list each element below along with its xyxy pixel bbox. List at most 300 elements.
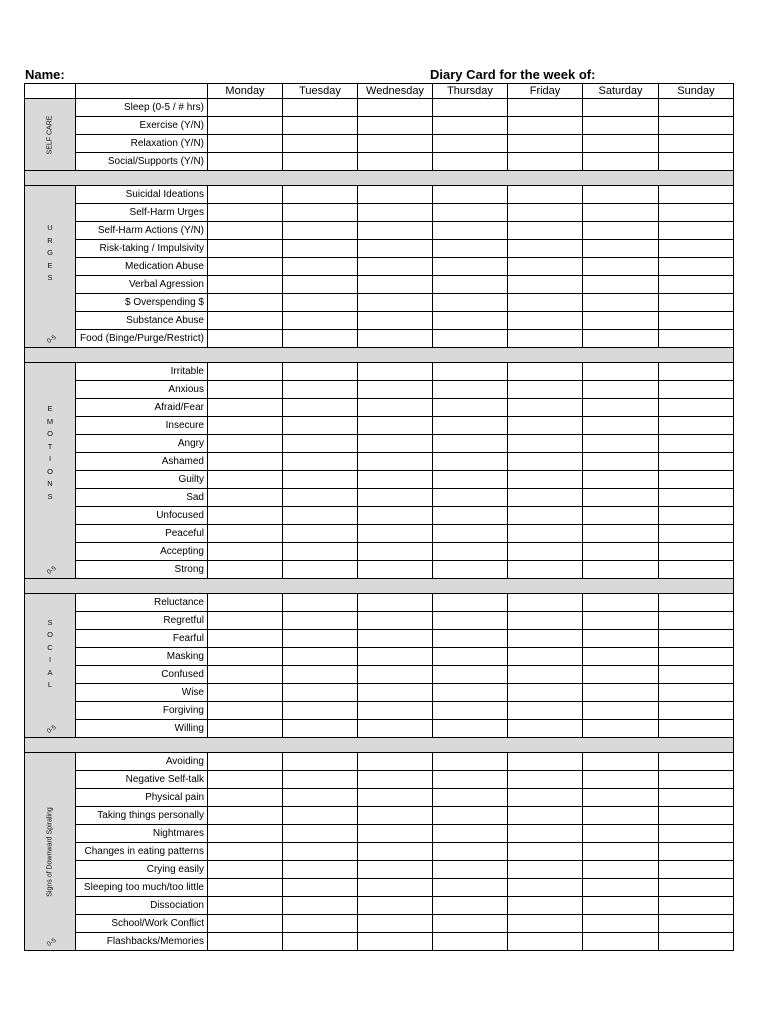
entry-cell-friday[interactable] xyxy=(508,381,583,399)
entry-cell-monday[interactable] xyxy=(208,612,283,630)
entry-cell-saturday[interactable] xyxy=(583,915,659,933)
entry-cell-saturday[interactable] xyxy=(583,381,659,399)
entry-cell-sunday[interactable] xyxy=(659,435,734,453)
entry-cell-saturday[interactable] xyxy=(583,561,659,579)
entry-cell-friday[interactable] xyxy=(508,204,583,222)
entry-cell-wednesday[interactable] xyxy=(358,330,433,348)
entry-cell-tuesday[interactable] xyxy=(283,771,358,789)
entry-cell-monday[interactable] xyxy=(208,240,283,258)
entry-cell-tuesday[interactable] xyxy=(283,363,358,381)
entry-cell-saturday[interactable] xyxy=(583,825,659,843)
entry-cell-saturday[interactable] xyxy=(583,276,659,294)
entry-cell-thursday[interactable] xyxy=(433,684,508,702)
entry-cell-monday[interactable] xyxy=(208,204,283,222)
entry-cell-tuesday[interactable] xyxy=(283,825,358,843)
entry-cell-saturday[interactable] xyxy=(583,312,659,330)
entry-cell-wednesday[interactable] xyxy=(358,489,433,507)
entry-cell-thursday[interactable] xyxy=(433,843,508,861)
entry-cell-tuesday[interactable] xyxy=(283,561,358,579)
entry-cell-thursday[interactable] xyxy=(433,720,508,738)
entry-cell-friday[interactable] xyxy=(508,135,583,153)
entry-cell-thursday[interactable] xyxy=(433,276,508,294)
entry-cell-monday[interactable] xyxy=(208,897,283,915)
entry-cell-monday[interactable] xyxy=(208,720,283,738)
entry-cell-sunday[interactable] xyxy=(659,666,734,684)
entry-cell-sunday[interactable] xyxy=(659,630,734,648)
entry-cell-thursday[interactable] xyxy=(433,453,508,471)
entry-cell-sunday[interactable] xyxy=(659,186,734,204)
entry-cell-thursday[interactable] xyxy=(433,489,508,507)
entry-cell-sunday[interactable] xyxy=(659,543,734,561)
entry-cell-thursday[interactable] xyxy=(433,222,508,240)
entry-cell-tuesday[interactable] xyxy=(283,861,358,879)
entry-cell-thursday[interactable] xyxy=(433,702,508,720)
entry-cell-sunday[interactable] xyxy=(659,363,734,381)
entry-cell-tuesday[interactable] xyxy=(283,381,358,399)
entry-cell-tuesday[interactable] xyxy=(283,489,358,507)
entry-cell-monday[interactable] xyxy=(208,630,283,648)
entry-cell-wednesday[interactable] xyxy=(358,933,433,951)
entry-cell-saturday[interactable] xyxy=(583,720,659,738)
entry-cell-friday[interactable] xyxy=(508,861,583,879)
entry-cell-friday[interactable] xyxy=(508,330,583,348)
entry-cell-saturday[interactable] xyxy=(583,666,659,684)
entry-cell-thursday[interactable] xyxy=(433,312,508,330)
entry-cell-thursday[interactable] xyxy=(433,825,508,843)
entry-cell-thursday[interactable] xyxy=(433,471,508,489)
entry-cell-thursday[interactable] xyxy=(433,594,508,612)
entry-cell-saturday[interactable] xyxy=(583,258,659,276)
entry-cell-sunday[interactable] xyxy=(659,471,734,489)
entry-cell-friday[interactable] xyxy=(508,702,583,720)
entry-cell-saturday[interactable] xyxy=(583,543,659,561)
entry-cell-thursday[interactable] xyxy=(433,99,508,117)
entry-cell-thursday[interactable] xyxy=(433,507,508,525)
entry-cell-tuesday[interactable] xyxy=(283,933,358,951)
entry-cell-tuesday[interactable] xyxy=(283,648,358,666)
entry-cell-saturday[interactable] xyxy=(583,861,659,879)
entry-cell-saturday[interactable] xyxy=(583,897,659,915)
entry-cell-thursday[interactable] xyxy=(433,648,508,666)
entry-cell-friday[interactable] xyxy=(508,294,583,312)
entry-cell-thursday[interactable] xyxy=(433,240,508,258)
entry-cell-tuesday[interactable] xyxy=(283,915,358,933)
entry-cell-wednesday[interactable] xyxy=(358,312,433,330)
entry-cell-sunday[interactable] xyxy=(659,561,734,579)
entry-cell-tuesday[interactable] xyxy=(283,453,358,471)
entry-cell-thursday[interactable] xyxy=(433,630,508,648)
entry-cell-thursday[interactable] xyxy=(433,915,508,933)
entry-cell-wednesday[interactable] xyxy=(358,753,433,771)
entry-cell-wednesday[interactable] xyxy=(358,435,433,453)
entry-cell-saturday[interactable] xyxy=(583,612,659,630)
entry-cell-saturday[interactable] xyxy=(583,702,659,720)
entry-cell-friday[interactable] xyxy=(508,753,583,771)
entry-cell-saturday[interactable] xyxy=(583,117,659,135)
entry-cell-sunday[interactable] xyxy=(659,897,734,915)
entry-cell-friday[interactable] xyxy=(508,666,583,684)
entry-cell-friday[interactable] xyxy=(508,933,583,951)
entry-cell-tuesday[interactable] xyxy=(283,240,358,258)
entry-cell-tuesday[interactable] xyxy=(283,117,358,135)
entry-cell-sunday[interactable] xyxy=(659,153,734,171)
entry-cell-thursday[interactable] xyxy=(433,258,508,276)
entry-cell-friday[interactable] xyxy=(508,594,583,612)
entry-cell-monday[interactable] xyxy=(208,861,283,879)
entry-cell-saturday[interactable] xyxy=(583,294,659,312)
entry-cell-wednesday[interactable] xyxy=(358,507,433,525)
entry-cell-tuesday[interactable] xyxy=(283,666,358,684)
entry-cell-saturday[interactable] xyxy=(583,525,659,543)
entry-cell-friday[interactable] xyxy=(508,789,583,807)
entry-cell-thursday[interactable] xyxy=(433,363,508,381)
entry-cell-wednesday[interactable] xyxy=(358,381,433,399)
entry-cell-wednesday[interactable] xyxy=(358,135,433,153)
entry-cell-friday[interactable] xyxy=(508,630,583,648)
entry-cell-sunday[interactable] xyxy=(659,753,734,771)
entry-cell-tuesday[interactable] xyxy=(283,399,358,417)
entry-cell-tuesday[interactable] xyxy=(283,99,358,117)
entry-cell-thursday[interactable] xyxy=(433,117,508,135)
entry-cell-saturday[interactable] xyxy=(583,204,659,222)
entry-cell-wednesday[interactable] xyxy=(358,648,433,666)
entry-cell-friday[interactable] xyxy=(508,507,583,525)
entry-cell-friday[interactable] xyxy=(508,561,583,579)
entry-cell-thursday[interactable] xyxy=(433,525,508,543)
entry-cell-monday[interactable] xyxy=(208,666,283,684)
entry-cell-friday[interactable] xyxy=(508,258,583,276)
entry-cell-monday[interactable] xyxy=(208,435,283,453)
entry-cell-wednesday[interactable] xyxy=(358,666,433,684)
entry-cell-monday[interactable] xyxy=(208,117,283,135)
entry-cell-friday[interactable] xyxy=(508,240,583,258)
entry-cell-saturday[interactable] xyxy=(583,186,659,204)
entry-cell-saturday[interactable] xyxy=(583,753,659,771)
entry-cell-thursday[interactable] xyxy=(433,897,508,915)
entry-cell-tuesday[interactable] xyxy=(283,258,358,276)
entry-cell-saturday[interactable] xyxy=(583,363,659,381)
entry-cell-sunday[interactable] xyxy=(659,879,734,897)
entry-cell-friday[interactable] xyxy=(508,915,583,933)
entry-cell-wednesday[interactable] xyxy=(358,843,433,861)
entry-cell-saturday[interactable] xyxy=(583,507,659,525)
entry-cell-thursday[interactable] xyxy=(433,753,508,771)
entry-cell-friday[interactable] xyxy=(508,312,583,330)
entry-cell-monday[interactable] xyxy=(208,99,283,117)
entry-cell-monday[interactable] xyxy=(208,399,283,417)
entry-cell-wednesday[interactable] xyxy=(358,186,433,204)
entry-cell-wednesday[interactable] xyxy=(358,117,433,135)
entry-cell-tuesday[interactable] xyxy=(283,276,358,294)
entry-cell-saturday[interactable] xyxy=(583,135,659,153)
entry-cell-saturday[interactable] xyxy=(583,330,659,348)
entry-cell-thursday[interactable] xyxy=(433,789,508,807)
entry-cell-monday[interactable] xyxy=(208,915,283,933)
entry-cell-saturday[interactable] xyxy=(583,471,659,489)
entry-cell-saturday[interactable] xyxy=(583,222,659,240)
entry-cell-sunday[interactable] xyxy=(659,312,734,330)
entry-cell-friday[interactable] xyxy=(508,843,583,861)
entry-cell-thursday[interactable] xyxy=(433,330,508,348)
entry-cell-tuesday[interactable] xyxy=(283,312,358,330)
entry-cell-monday[interactable] xyxy=(208,363,283,381)
entry-cell-monday[interactable] xyxy=(208,222,283,240)
entry-cell-sunday[interactable] xyxy=(659,204,734,222)
entry-cell-sunday[interactable] xyxy=(659,825,734,843)
entry-cell-saturday[interactable] xyxy=(583,417,659,435)
entry-cell-thursday[interactable] xyxy=(433,933,508,951)
entry-cell-monday[interactable] xyxy=(208,843,283,861)
entry-cell-wednesday[interactable] xyxy=(358,861,433,879)
entry-cell-saturday[interactable] xyxy=(583,453,659,471)
entry-cell-monday[interactable] xyxy=(208,594,283,612)
entry-cell-sunday[interactable] xyxy=(659,399,734,417)
entry-cell-monday[interactable] xyxy=(208,789,283,807)
entry-cell-monday[interactable] xyxy=(208,294,283,312)
entry-cell-friday[interactable] xyxy=(508,612,583,630)
entry-cell-monday[interactable] xyxy=(208,684,283,702)
entry-cell-tuesday[interactable] xyxy=(283,684,358,702)
entry-cell-friday[interactable] xyxy=(508,489,583,507)
entry-cell-monday[interactable] xyxy=(208,417,283,435)
entry-cell-sunday[interactable] xyxy=(659,99,734,117)
entry-cell-saturday[interactable] xyxy=(583,789,659,807)
entry-cell-monday[interactable] xyxy=(208,561,283,579)
entry-cell-monday[interactable] xyxy=(208,702,283,720)
entry-cell-tuesday[interactable] xyxy=(283,294,358,312)
entry-cell-wednesday[interactable] xyxy=(358,720,433,738)
entry-cell-saturday[interactable] xyxy=(583,684,659,702)
entry-cell-saturday[interactable] xyxy=(583,630,659,648)
entry-cell-wednesday[interactable] xyxy=(358,771,433,789)
entry-cell-friday[interactable] xyxy=(508,435,583,453)
entry-cell-sunday[interactable] xyxy=(659,276,734,294)
entry-cell-monday[interactable] xyxy=(208,879,283,897)
entry-cell-sunday[interactable] xyxy=(659,720,734,738)
entry-cell-friday[interactable] xyxy=(508,720,583,738)
entry-cell-sunday[interactable] xyxy=(659,843,734,861)
entry-cell-saturday[interactable] xyxy=(583,843,659,861)
entry-cell-wednesday[interactable] xyxy=(358,453,433,471)
entry-cell-wednesday[interactable] xyxy=(358,789,433,807)
entry-cell-thursday[interactable] xyxy=(433,561,508,579)
entry-cell-tuesday[interactable] xyxy=(283,204,358,222)
entry-cell-saturday[interactable] xyxy=(583,594,659,612)
entry-cell-monday[interactable] xyxy=(208,153,283,171)
entry-cell-sunday[interactable] xyxy=(659,135,734,153)
entry-cell-monday[interactable] xyxy=(208,648,283,666)
entry-cell-sunday[interactable] xyxy=(659,915,734,933)
entry-cell-sunday[interactable] xyxy=(659,294,734,312)
entry-cell-friday[interactable] xyxy=(508,897,583,915)
entry-cell-sunday[interactable] xyxy=(659,417,734,435)
entry-cell-friday[interactable] xyxy=(508,363,583,381)
entry-cell-friday[interactable] xyxy=(508,648,583,666)
entry-cell-thursday[interactable] xyxy=(433,186,508,204)
entry-cell-monday[interactable] xyxy=(208,381,283,399)
entry-cell-sunday[interactable] xyxy=(659,771,734,789)
entry-cell-monday[interactable] xyxy=(208,825,283,843)
entry-cell-monday[interactable] xyxy=(208,135,283,153)
entry-cell-friday[interactable] xyxy=(508,807,583,825)
entry-cell-monday[interactable] xyxy=(208,933,283,951)
entry-cell-wednesday[interactable] xyxy=(358,363,433,381)
entry-cell-sunday[interactable] xyxy=(659,702,734,720)
entry-cell-sunday[interactable] xyxy=(659,525,734,543)
entry-cell-tuesday[interactable] xyxy=(283,222,358,240)
entry-cell-saturday[interactable] xyxy=(583,153,659,171)
entry-cell-saturday[interactable] xyxy=(583,435,659,453)
entry-cell-friday[interactable] xyxy=(508,99,583,117)
entry-cell-saturday[interactable] xyxy=(583,240,659,258)
entry-cell-sunday[interactable] xyxy=(659,453,734,471)
entry-cell-wednesday[interactable] xyxy=(358,807,433,825)
entry-cell-tuesday[interactable] xyxy=(283,330,358,348)
entry-cell-wednesday[interactable] xyxy=(358,915,433,933)
entry-cell-monday[interactable] xyxy=(208,753,283,771)
entry-cell-monday[interactable] xyxy=(208,186,283,204)
entry-cell-wednesday[interactable] xyxy=(358,684,433,702)
entry-cell-saturday[interactable] xyxy=(583,807,659,825)
entry-cell-tuesday[interactable] xyxy=(283,843,358,861)
entry-cell-sunday[interactable] xyxy=(659,684,734,702)
entry-cell-tuesday[interactable] xyxy=(283,807,358,825)
entry-cell-saturday[interactable] xyxy=(583,771,659,789)
entry-cell-saturday[interactable] xyxy=(583,933,659,951)
entry-cell-friday[interactable] xyxy=(508,153,583,171)
entry-cell-wednesday[interactable] xyxy=(358,240,433,258)
entry-cell-friday[interactable] xyxy=(508,453,583,471)
entry-cell-tuesday[interactable] xyxy=(283,897,358,915)
entry-cell-friday[interactable] xyxy=(508,771,583,789)
entry-cell-friday[interactable] xyxy=(508,417,583,435)
entry-cell-monday[interactable] xyxy=(208,453,283,471)
entry-cell-monday[interactable] xyxy=(208,525,283,543)
entry-cell-thursday[interactable] xyxy=(433,666,508,684)
entry-cell-monday[interactable] xyxy=(208,258,283,276)
entry-cell-friday[interactable] xyxy=(508,186,583,204)
entry-cell-wednesday[interactable] xyxy=(358,294,433,312)
entry-cell-tuesday[interactable] xyxy=(283,753,358,771)
entry-cell-wednesday[interactable] xyxy=(358,417,433,435)
entry-cell-friday[interactable] xyxy=(508,222,583,240)
entry-cell-friday[interactable] xyxy=(508,684,583,702)
entry-cell-sunday[interactable] xyxy=(659,240,734,258)
entry-cell-friday[interactable] xyxy=(508,399,583,417)
entry-cell-friday[interactable] xyxy=(508,117,583,135)
entry-cell-thursday[interactable] xyxy=(433,879,508,897)
entry-cell-wednesday[interactable] xyxy=(358,561,433,579)
entry-cell-sunday[interactable] xyxy=(659,933,734,951)
entry-cell-wednesday[interactable] xyxy=(358,258,433,276)
entry-cell-wednesday[interactable] xyxy=(358,204,433,222)
entry-cell-saturday[interactable] xyxy=(583,99,659,117)
entry-cell-monday[interactable] xyxy=(208,771,283,789)
entry-cell-sunday[interactable] xyxy=(659,222,734,240)
entry-cell-saturday[interactable] xyxy=(583,648,659,666)
entry-cell-sunday[interactable] xyxy=(659,807,734,825)
entry-cell-tuesday[interactable] xyxy=(283,435,358,453)
entry-cell-sunday[interactable] xyxy=(659,381,734,399)
entry-cell-sunday[interactable] xyxy=(659,612,734,630)
entry-cell-wednesday[interactable] xyxy=(358,825,433,843)
entry-cell-friday[interactable] xyxy=(508,525,583,543)
entry-cell-wednesday[interactable] xyxy=(358,897,433,915)
entry-cell-thursday[interactable] xyxy=(433,861,508,879)
entry-cell-tuesday[interactable] xyxy=(283,789,358,807)
entry-cell-wednesday[interactable] xyxy=(358,399,433,417)
entry-cell-friday[interactable] xyxy=(508,825,583,843)
entry-cell-wednesday[interactable] xyxy=(358,525,433,543)
entry-cell-monday[interactable] xyxy=(208,330,283,348)
entry-cell-tuesday[interactable] xyxy=(283,186,358,204)
entry-cell-tuesday[interactable] xyxy=(283,612,358,630)
entry-cell-thursday[interactable] xyxy=(433,807,508,825)
entry-cell-thursday[interactable] xyxy=(433,135,508,153)
entry-cell-tuesday[interactable] xyxy=(283,594,358,612)
entry-cell-monday[interactable] xyxy=(208,507,283,525)
entry-cell-wednesday[interactable] xyxy=(358,222,433,240)
entry-cell-sunday[interactable] xyxy=(659,507,734,525)
entry-cell-sunday[interactable] xyxy=(659,117,734,135)
entry-cell-saturday[interactable] xyxy=(583,399,659,417)
entry-cell-friday[interactable] xyxy=(508,471,583,489)
entry-cell-monday[interactable] xyxy=(208,471,283,489)
entry-cell-sunday[interactable] xyxy=(659,648,734,666)
entry-cell-friday[interactable] xyxy=(508,276,583,294)
entry-cell-tuesday[interactable] xyxy=(283,879,358,897)
entry-cell-tuesday[interactable] xyxy=(283,417,358,435)
entry-cell-sunday[interactable] xyxy=(659,330,734,348)
entry-cell-wednesday[interactable] xyxy=(358,879,433,897)
entry-cell-monday[interactable] xyxy=(208,543,283,561)
entry-cell-sunday[interactable] xyxy=(659,258,734,276)
entry-cell-tuesday[interactable] xyxy=(283,720,358,738)
entry-cell-monday[interactable] xyxy=(208,807,283,825)
entry-cell-sunday[interactable] xyxy=(659,594,734,612)
entry-cell-tuesday[interactable] xyxy=(283,507,358,525)
entry-cell-sunday[interactable] xyxy=(659,861,734,879)
entry-cell-thursday[interactable] xyxy=(433,399,508,417)
entry-cell-tuesday[interactable] xyxy=(283,702,358,720)
entry-cell-tuesday[interactable] xyxy=(283,471,358,489)
entry-cell-wednesday[interactable] xyxy=(358,594,433,612)
entry-cell-wednesday[interactable] xyxy=(358,612,433,630)
entry-cell-tuesday[interactable] xyxy=(283,525,358,543)
entry-cell-wednesday[interactable] xyxy=(358,543,433,561)
entry-cell-wednesday[interactable] xyxy=(358,630,433,648)
entry-cell-wednesday[interactable] xyxy=(358,153,433,171)
entry-cell-monday[interactable] xyxy=(208,489,283,507)
entry-cell-monday[interactable] xyxy=(208,312,283,330)
entry-cell-saturday[interactable] xyxy=(583,879,659,897)
entry-cell-tuesday[interactable] xyxy=(283,543,358,561)
entry-cell-saturday[interactable] xyxy=(583,489,659,507)
entry-cell-friday[interactable] xyxy=(508,879,583,897)
entry-cell-tuesday[interactable] xyxy=(283,630,358,648)
entry-cell-tuesday[interactable] xyxy=(283,153,358,171)
entry-cell-sunday[interactable] xyxy=(659,789,734,807)
entry-cell-wednesday[interactable] xyxy=(358,702,433,720)
entry-cell-monday[interactable] xyxy=(208,276,283,294)
entry-cell-thursday[interactable] xyxy=(433,612,508,630)
entry-cell-wednesday[interactable] xyxy=(358,276,433,294)
entry-cell-wednesday[interactable] xyxy=(358,471,433,489)
entry-cell-thursday[interactable] xyxy=(433,417,508,435)
entry-cell-thursday[interactable] xyxy=(433,153,508,171)
entry-cell-thursday[interactable] xyxy=(433,543,508,561)
entry-cell-tuesday[interactable] xyxy=(283,135,358,153)
